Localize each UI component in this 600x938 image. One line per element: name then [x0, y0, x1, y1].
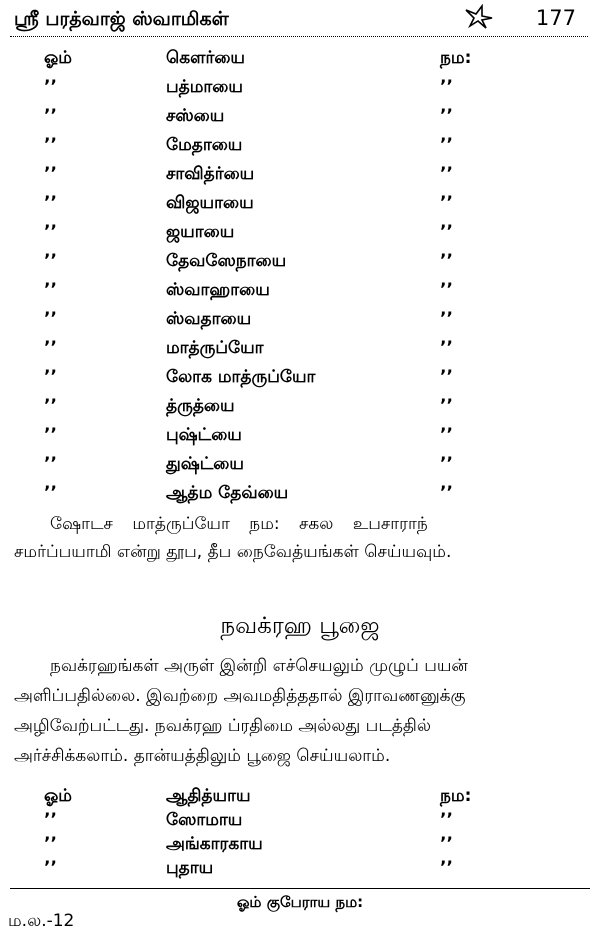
ditto-mark: ’’: [44, 425, 57, 445]
ditto-mark: ’’: [44, 810, 57, 830]
ditto-mark: ’’: [44, 222, 57, 242]
deity-name: சாவித்ர்யை: [166, 164, 255, 184]
deity-name: ஸோமாய: [166, 810, 243, 830]
ditto-mark: ’’: [44, 164, 57, 184]
deity-name: ஆத்ம தேவ்யை: [166, 483, 289, 503]
list-item: [0, 309, 600, 333]
list-item: [0, 454, 600, 478]
list-item: [0, 193, 600, 217]
paragraph-line: சமர்ப்பயாமி என்று தூப, தீப நைவேத்யங்கள் செய்யவும்.: [14, 542, 452, 562]
ditto-mark: ’’: [440, 367, 453, 387]
ditto-mark: ’’: [440, 858, 453, 878]
deity-name: ஸ்வாஹாயை: [166, 280, 270, 300]
ditto-mark: ’’: [44, 367, 57, 387]
list-item: [0, 425, 600, 449]
ditto-mark: ’’: [440, 193, 453, 213]
paragraph-line: நவக்ரஹங்கள் அருள் இன்றி எச்செயலும் முழுப் பயன்: [50, 656, 468, 676]
deity-name: ஜயாயை: [166, 222, 235, 242]
deity-name: லோக மாத்ருப்யோ: [166, 367, 316, 387]
deity-name: புஷ்ட்யை: [166, 425, 242, 445]
deity-name: அங்காரகாய: [166, 834, 263, 854]
list-item: [0, 834, 600, 858]
deity-name: விஜயாயை: [166, 193, 254, 213]
ditto-mark: ’’: [44, 454, 57, 474]
ditto-mark: ’’: [440, 396, 453, 416]
section-title: நவக்ரஹ பூஜை: [220, 613, 380, 639]
ditto-mark: ’’: [44, 834, 57, 854]
ditto-mark: ’’: [44, 251, 57, 271]
header-divider: [10, 36, 588, 37]
ditto-mark: ’’: [440, 251, 453, 271]
ditto-mark: ’’: [44, 309, 57, 329]
list-item: [0, 483, 600, 507]
deity-name: புதாய: [166, 858, 214, 878]
list-item: [0, 251, 600, 275]
ditto-mark: ’’: [440, 222, 453, 242]
deity-name: துஷ்ட்யை: [166, 454, 244, 474]
ditto-mark: ’’: [44, 858, 57, 878]
list-item: [0, 338, 600, 362]
footer-mantra: ஓம் குபேராய நம:: [236, 893, 364, 911]
list-item: [0, 77, 600, 101]
list-item: [0, 858, 600, 882]
ditto-mark: ’’: [44, 106, 57, 126]
deity-name: கௌர்யை: [166, 48, 245, 68]
ditto-mark: ’’: [44, 193, 57, 213]
ditto-mark: ’’: [440, 338, 453, 358]
ditto-mark: ’’: [440, 309, 453, 329]
ditto-mark: ’’: [440, 106, 453, 126]
ditto-mark: ’’: [440, 483, 453, 503]
ditto-mark: ’’: [44, 77, 57, 97]
deity-name: சஸ்யை: [166, 106, 225, 126]
paragraph-line: ஷோடச மாத்ருப்யோ நம: சகல உபசாராந்: [50, 514, 428, 534]
deity-name: மேதாயை: [166, 135, 243, 155]
star-mark-icon: [462, 4, 496, 30]
footer-divider: [10, 888, 590, 889]
ditto-mark: ’’: [440, 77, 453, 97]
namah-suffix: நம:: [440, 48, 472, 68]
paragraph-line: அழிவேற்பட்டது. நவக்ரஹ ப்ரதிமை அல்லது படத்தில்: [14, 716, 431, 736]
page-header: [14, 6, 586, 36]
deity-name: மாத்ருப்யோ: [166, 338, 264, 358]
ditto-mark: ’’: [440, 425, 453, 445]
list-item: [0, 396, 600, 420]
deity-name: த்ருத்யை: [166, 396, 235, 416]
signature-mark: ம.ல.-12: [8, 911, 75, 931]
om-prefix: ஓம்: [44, 786, 72, 806]
ditto-mark: ’’: [440, 135, 453, 155]
deity-name: தேவஸேநாயை: [166, 251, 287, 271]
namah-suffix: நம:: [440, 786, 472, 806]
ditto-mark: ’’: [440, 454, 453, 474]
ditto-mark: ’’: [44, 483, 57, 503]
deity-name: ஆதித்யாய: [166, 786, 251, 806]
om-prefix: ஓம்: [44, 48, 72, 68]
list-item: [0, 164, 600, 188]
deity-name: ஸ்வதாயை: [166, 309, 252, 329]
ditto-mark: ’’: [440, 834, 453, 854]
list-item: [0, 786, 600, 810]
ditto-mark: ’’: [44, 135, 57, 155]
paragraph-line: அர்ச்சிக்கலாம். தான்யத்திலும் பூஜை செய்யலாம்.: [14, 746, 391, 766]
ditto-mark: ’’: [440, 810, 453, 830]
list-item: [0, 135, 600, 159]
ditto-mark: ’’: [44, 338, 57, 358]
list-item: [0, 367, 600, 391]
paragraph-line: அளிப்பதில்லை. இவற்றை அவமதித்ததால் இராவணனுக்கு: [14, 686, 466, 706]
ditto-mark: ’’: [440, 164, 453, 184]
deity-name: பத்மாயை: [166, 77, 243, 97]
ditto-mark: ’’: [440, 280, 453, 300]
list-item: [0, 106, 600, 130]
list-item: [0, 48, 600, 72]
list-item: [0, 280, 600, 304]
list-item: [0, 810, 600, 834]
ditto-mark: ’’: [44, 280, 57, 300]
running-title: ஸ்ரீ பரத்வாஜ் ஸ்வாமிகள்: [14, 8, 229, 30]
page-number: 177: [535, 6, 576, 30]
ditto-mark: ’’: [44, 396, 57, 416]
list-item: [0, 222, 600, 246]
